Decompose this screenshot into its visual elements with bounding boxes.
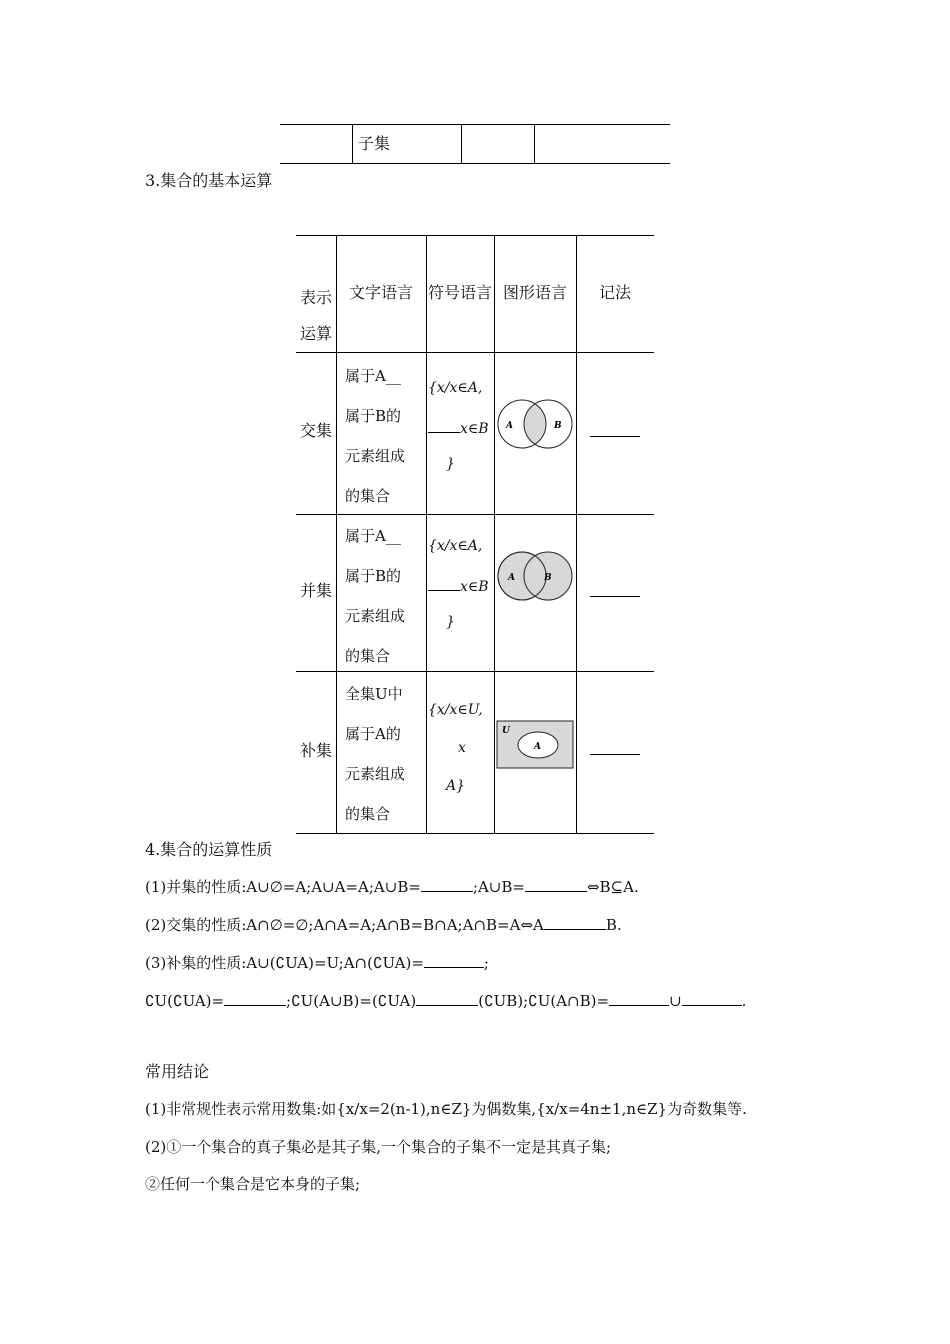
complement-notation-blank [590,754,640,755]
prop-text: ⇔B⊆A. [586,878,639,896]
complement-properties [145,952,489,973]
union-properties [145,876,639,897]
subset-cell: 子集 [358,134,391,153]
header-symbol-language: 符号语言 [427,283,492,302]
symbol-line: {x/x∈A, [428,538,483,554]
fill-blank [525,876,587,892]
venn-label-b: B [544,573,552,583]
complement-text [345,674,405,834]
conclusion-line-1: (1)非常规性表示常用数集:如{x/x=2(n-1),n∈Z}为偶数集,{x/x=4n±1,n∈Z}为奇数集等. [145,1100,747,1118]
union-notation-blank [590,596,640,597]
header-graph-language: 图形语言 [502,283,567,302]
union-text-line: 的集合 [345,647,391,665]
fill-blank [421,876,473,892]
symbol-text: x∈B [460,421,489,437]
header-text-language: 文字语言 [348,283,413,302]
prop-text: ∁U(∁UA)= [145,992,225,1010]
venn-label-b: B [554,421,562,431]
venn-label-u: U [502,726,510,736]
conclusions-title: 常用结论 [145,1062,210,1081]
fill-blank [682,990,742,1006]
column-divider [336,236,337,833]
header-op-line1: 表示 [300,288,333,307]
section-3-title: 3.集合的基本运算 [145,171,273,190]
intersection-text-line: 属于B的 [345,407,402,425]
column-divider [494,236,495,833]
prop-text: ∪ [669,992,682,1010]
column-divider [534,125,535,163]
intersection-venn-diagram [494,396,576,452]
prop-text: (∁UB);∁U(A∩B)= [478,992,610,1010]
prop-text: B. [605,916,622,934]
union-text-line: 属于B的 [345,567,402,585]
row-intersection-name: 交集 [300,421,333,440]
venn-label-a: A [508,573,515,583]
complement-text-line: 全集U中 [345,685,403,703]
complement-text-line: 属于A的 [345,725,401,743]
union-text-line: 元素组成 [345,607,406,625]
header-notation: 记法 [598,283,631,302]
complement-venn-diagram [496,720,576,770]
complement-symbol [428,698,494,808]
union-text [345,516,405,676]
union-text-line: 属于A__ [345,527,401,545]
symbol-line-2 [428,418,489,437]
column-divider [461,125,462,163]
section-4-title: 4.集合的运算性质 [145,840,273,859]
header-op-line2: 运算 [300,324,333,343]
intersection-text-line: 元素组成 [345,447,406,465]
fill-blank [424,952,484,968]
intersection-notation-blank [590,436,640,437]
prop-text: ; [483,954,489,972]
prop-text: ;∁U(A∪B)=(∁UA) [286,992,417,1010]
union-symbol [428,534,494,644]
symbol-line: } [446,614,455,630]
symbol-line-2 [428,576,489,595]
symbol-line: {x/x∈U, [428,702,483,718]
intersection-properties [145,914,622,935]
prop-text: (1)并集的性质:A∪∅=A;A∪A=A;A∪B= [145,878,421,896]
intersection-text [345,356,405,516]
prop-text: ;A∪B= [472,878,525,896]
prop-text: (3)补集的性质:A∪(∁UA)=U;A∩(∁UA)= [145,954,424,972]
conclusion-line-2: (2)①一个集合的真子集必是其子集,一个集合的子集不一定是其真子集; [145,1138,612,1156]
prop-text: (2)交集的性质:A∩∅=∅;A∩A=A;A∩B=B∩A;A∩B=A⇔A [145,916,544,934]
fill-blank [428,576,460,591]
intersection-text-line: 属于A__ [345,367,401,385]
venn-label-a: A [534,742,541,752]
column-divider [426,236,427,833]
fill-blank [224,990,286,1006]
header-operation [300,280,332,352]
fill-blank [544,914,606,930]
column-divider [576,236,577,833]
fill-blank [609,990,669,1006]
symbol-line: A} [446,778,466,794]
complement-laws [145,990,746,1010]
symbol-line: x [458,740,466,756]
row-complement-name: 补集 [300,741,333,760]
symbol-line: } [446,456,455,472]
intersection-text-line: 的集合 [345,487,391,505]
fill-blank [416,990,478,1006]
row-divider [296,352,654,353]
fill-blank [428,418,460,433]
complement-text-line: 元素组成 [345,765,406,783]
top-table-fragment [280,124,670,164]
column-divider [352,125,353,163]
symbol-text: x∈B [460,579,489,595]
set-operations-table [296,235,654,834]
complement-text-line: 的集合 [345,805,391,823]
union-venn-diagram [494,548,576,604]
prop-text: . [741,992,747,1010]
row-union-name: 并集 [300,581,333,600]
conclusion-line-3: ②任何一个集合是它本身的子集; [145,1175,361,1193]
symbol-line: {x/x∈A, [428,380,483,396]
intersection-symbol [428,376,494,486]
venn-label-a: A [506,421,513,431]
